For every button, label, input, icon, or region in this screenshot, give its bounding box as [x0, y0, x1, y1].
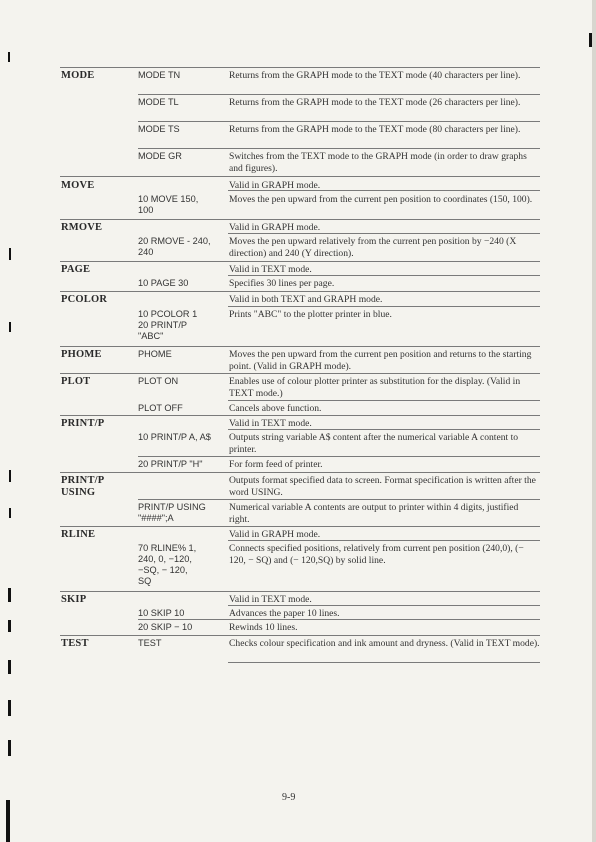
statement-description: Returns from the GRAPH mode to the TEXT mode (40 characters per line). — [229, 70, 521, 81]
table-rule — [138, 121, 540, 122]
table-rule — [138, 176, 540, 177]
statement-example: 70 RLINE% 1, 240, 0, −120, −SQ, − 120, SQ — [138, 543, 197, 586]
statement-description: Moves the pen upward from the current pen position and returns to the starting point. (Valid in GRAPH mode). — [229, 349, 532, 372]
table-rule — [138, 499, 540, 500]
statement-example: 10 PRINT/P A, A$ — [138, 432, 211, 442]
statement-description: Outputs string variable A$ content after the numerical variable A content to printer. — [229, 432, 519, 455]
statement-description: Switches from the TEXT mode to the GRAPH mode (in order to draw graphs and figures). — [229, 151, 527, 174]
binding-mark — [8, 700, 11, 716]
statement-example: 10 PCOLOR 1 20 PRINT/P "ABC" — [138, 309, 198, 341]
table-rule — [60, 635, 540, 636]
statement-keyword: PHOME — [61, 349, 102, 360]
statement-example: MODE TN — [138, 70, 181, 80]
statement-example: PRINT/P USING "####";A — [138, 502, 206, 523]
statement-example: 20 PRINT/P "H" — [138, 459, 203, 469]
statement-description: Checks colour specification and ink amount and dryness. (Valid in TEXT mode). — [229, 638, 540, 649]
page-edge-shadow — [592, 0, 596, 842]
statement-example: 20 RMOVE - 240, 240 — [138, 236, 211, 257]
statement-example: 20 SKIP − 10 — [138, 622, 193, 632]
table-rule — [60, 472, 540, 473]
statement-keyword: MODE — [61, 70, 95, 81]
binding-mark — [589, 33, 592, 47]
table-rule — [60, 219, 540, 220]
statement-example: MODE TL — [138, 97, 179, 107]
statement-keyword: PCOLOR — [61, 294, 108, 305]
statement-description: Moves the pen upward from the current pen position to coordinates (150, 100). — [229, 194, 533, 205]
binding-mark — [8, 588, 11, 602]
table-rule — [60, 291, 540, 292]
statement-description: Prints "ABC" to the plotter printer in blue. — [229, 309, 392, 320]
statement-example: PHOME — [138, 349, 172, 359]
statement-description: Specifies 30 lines per page. — [229, 278, 335, 289]
statement-keyword: TEST — [61, 638, 89, 649]
statement-keyword: RMOVE — [61, 222, 103, 233]
statement-keyword: PRINT/P USING — [61, 475, 105, 498]
statement-description: Valid in both TEXT and GRAPH mode. — [229, 294, 383, 305]
table-rule — [60, 526, 540, 527]
statement-description: Returns from the GRAPH mode to the TEXT mode (26 characters per line). — [229, 97, 521, 108]
statement-description: Numerical variable A contents are output to printer within 4 digits, justified right. — [229, 502, 519, 525]
statement-description: Valid in GRAPH mode. — [229, 180, 321, 191]
statement-description: Rewinds 10 lines. — [229, 622, 298, 633]
table-rule — [60, 591, 540, 592]
table-rule — [138, 148, 540, 149]
binding-mark — [8, 740, 11, 756]
table-rule — [60, 346, 540, 347]
statement-description: Advances the paper 10 lines. — [229, 608, 340, 619]
binding-mark — [9, 508, 11, 518]
statement-description: Enables use of colour plotter printer as substitution for the display. (Valid in TEXT mode.) — [229, 376, 521, 399]
binding-mark — [9, 470, 11, 482]
table-rule — [228, 662, 540, 663]
statement-description: Valid in TEXT mode. — [229, 594, 312, 605]
statement-description: Valid in GRAPH mode. — [229, 222, 321, 233]
statement-example: 10 SKIP 10 — [138, 608, 185, 618]
binding-mark — [8, 660, 11, 674]
statement-example: PLOT OFF — [138, 403, 183, 413]
binding-mark — [9, 322, 11, 332]
table-rule — [60, 373, 540, 374]
statement-example: MODE TS — [138, 124, 180, 134]
statement-description: For form feed of printer. — [229, 459, 323, 470]
table-rule — [60, 67, 540, 68]
statement-description: Cancels above function. — [229, 403, 322, 414]
statement-example: 10 MOVE 150, 100 — [138, 194, 199, 215]
binding-mark — [9, 248, 11, 260]
statement-description: Valid in TEXT mode. — [229, 418, 312, 429]
table-rule — [228, 306, 540, 307]
binding-mark — [8, 620, 11, 632]
table-rule — [228, 400, 540, 401]
statement-description: Moves the pen upward relatively from the current pen position by −240 (X direction) and 240 (Y direction). — [229, 236, 517, 259]
statement-description: Valid in TEXT mode. — [229, 264, 312, 275]
statement-keyword: MOVE — [61, 180, 95, 191]
statement-description: Returns from the GRAPH mode to the TEXT mode (80 characters per line). — [229, 124, 521, 135]
table-rule — [60, 261, 540, 262]
statement-example: PLOT ON — [138, 376, 179, 386]
statement-keyword: PLOT — [61, 376, 91, 387]
table-rule — [138, 94, 540, 95]
binding-mark — [6, 800, 10, 842]
statement-description: Outputs format specified data to screen. Format specification is written after the word USING. — [229, 475, 536, 498]
page-number: 9-9 — [282, 792, 296, 803]
statement-description: Valid in GRAPH mode. — [229, 529, 321, 540]
table-rule — [60, 415, 540, 416]
statement-keyword: RLINE — [61, 529, 96, 540]
statement-keyword: PRINT/P — [61, 418, 105, 429]
statement-keyword: PAGE — [61, 264, 91, 275]
table-rule — [138, 456, 540, 457]
statement-keyword: SKIP — [61, 594, 87, 605]
statement-example: TEST — [138, 638, 162, 648]
statement-example: MODE GR — [138, 151, 182, 161]
binding-mark — [8, 52, 10, 62]
statement-example: 10 PAGE 30 — [138, 278, 189, 288]
table-rule — [60, 176, 138, 177]
statement-description: Connects specified positions, relatively from current pen position (240,0), (− 120, − SQ) and (− 120,SQ) by solid line. — [229, 543, 524, 566]
